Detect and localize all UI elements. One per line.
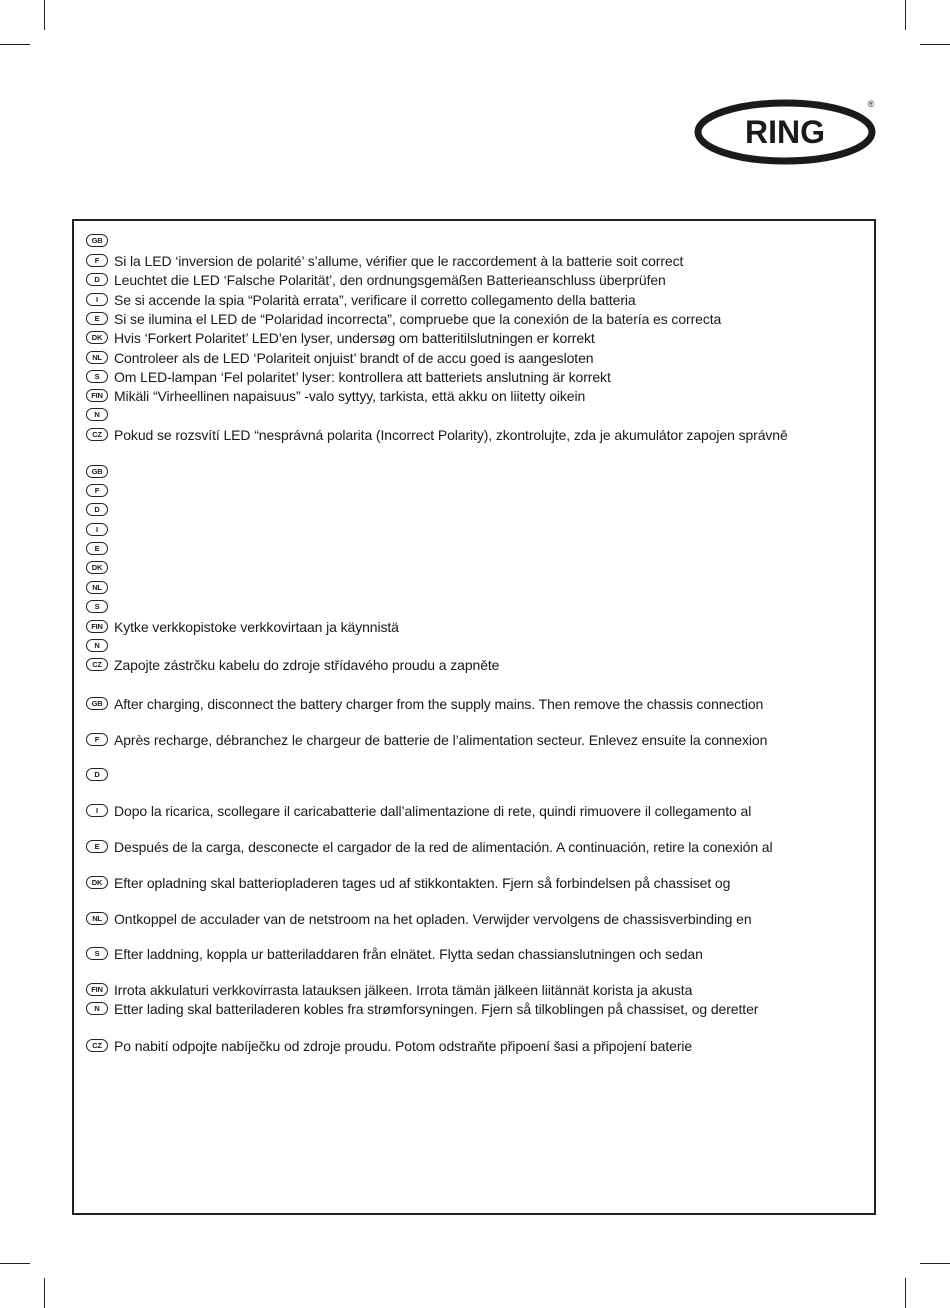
lang-badge-s: S: [86, 947, 108, 960]
lang-badge-e: E: [86, 840, 108, 853]
line-i: [86, 520, 114, 539]
lang-badge-d: D: [86, 503, 108, 516]
line-dk: [86, 873, 730, 892]
line-fin: [86, 980, 692, 999]
lang-badge-gb: GB: [86, 697, 108, 710]
lang-badge-gb: GB: [86, 234, 108, 247]
line-text: Leuchtet die LED ‘Falsche Polarität’, den ordnungsgemäßen Batterieanschluss überprüfen: [114, 271, 666, 288]
line-i: [86, 801, 751, 820]
lang-badge-nl: NL: [86, 581, 108, 594]
line-e: [86, 309, 721, 328]
line-e: [86, 539, 114, 558]
lang-badge-fin: FIN: [86, 389, 108, 402]
line-e: [86, 837, 773, 856]
line-cz: [86, 1036, 692, 1055]
line-f: [86, 730, 767, 749]
lang-badge-e: E: [86, 312, 108, 325]
line-fin: [86, 386, 585, 405]
lang-badge-fin: FIN: [86, 983, 108, 996]
lang-badge-s: S: [86, 370, 108, 383]
lang-badge-cz: CZ: [86, 1039, 108, 1052]
line-text: Etter lading skal batteriladeren kobles fra strømforsyningen. Fjern så tilkoblingen på chassiset, og deretter: [114, 1000, 759, 1017]
line-dk: [86, 558, 114, 577]
line-d: [86, 270, 666, 289]
line-s: [86, 597, 114, 616]
line-text: Efter opladning skal batteriopladeren tages ud af stikkontakten. Fjern så forbindelsen på chassiset og: [114, 874, 731, 891]
lang-badge-nl: NL: [86, 351, 108, 364]
line-gb: [86, 231, 114, 250]
lang-badge-i: I: [86, 804, 108, 817]
lang-badge-dk: DK: [86, 331, 108, 344]
lang-badge-nl: NL: [86, 912, 108, 925]
line-text: Hvis ‘Forkert Polaritet’ LED’en lyser, undersøg om batteritilslutningen er korrekt: [114, 329, 595, 346]
line-text: Si la LED ‘inversion de polarité’ s’allume, vérifier que le raccordement à la batterie soit correct: [114, 252, 684, 269]
crop-mark: [920, 44, 950, 45]
line-gb: [86, 694, 763, 713]
crop-mark: [44, 1278, 45, 1308]
line-fin: [86, 617, 399, 636]
line-text: Po nabití odpojte nabíječku od zdroje proudu. Potom odstraňte připoení šasi a připojení baterie: [114, 1037, 693, 1054]
lang-badge-i: I: [86, 523, 108, 536]
crop-mark: [44, 0, 45, 30]
line-s: [86, 367, 611, 386]
crop-mark: [905, 1278, 906, 1308]
line-f: [86, 481, 114, 500]
lang-badge-n: N: [86, 1002, 108, 1015]
lang-badge-cz: CZ: [86, 428, 108, 441]
line-n: [86, 636, 114, 655]
crop-mark: [905, 0, 906, 30]
lang-badge-n: N: [86, 408, 108, 421]
lang-badge-dk: DK: [86, 876, 108, 889]
lang-badge-f: F: [86, 254, 108, 267]
lang-badge-s: S: [86, 600, 108, 613]
line-i: [86, 290, 636, 309]
line-text: Si se ilumina el LED de “Polaridad incorrecta”, compruebe que la conexión de la batería es correcta: [114, 310, 722, 327]
lang-badge-i: I: [86, 293, 108, 306]
line-text: Dopo la ricarica, scollegare il caricabatterie dall’alimentazione di rete, quindi rimuovere il collegamento al: [114, 802, 752, 819]
crop-mark: [920, 1263, 950, 1264]
lang-badge-dk: DK: [86, 561, 108, 574]
line-text: Après recharge, débranchez le chargeur de batterie de l’alimentation secteur. Enlevez ensuite la connexion: [114, 731, 768, 748]
line-text: Ontkoppel de acculader van de netstroom na het opladen. Verwijder vervolgens de chassisverbinding en: [114, 910, 752, 927]
line-n: [86, 999, 758, 1018]
line-text: Efter laddning, koppla ur batteriladdaren från elnätet. Flytta sedan chassianslutningen och sedan: [114, 945, 703, 962]
logo-wordmark: RING: [745, 114, 825, 150]
lang-badge-n: N: [86, 639, 108, 652]
line-s: [86, 944, 703, 963]
lang-badge-fin: FIN: [86, 620, 108, 633]
crop-mark: [0, 44, 30, 45]
lang-badge-f: F: [86, 484, 108, 497]
ring-logo: [694, 95, 880, 165]
line-f: [86, 251, 683, 270]
lang-badge-f: F: [86, 733, 108, 746]
lang-badge-d: D: [86, 768, 108, 781]
lang-badge-e: E: [86, 542, 108, 555]
line-dk: [86, 328, 595, 347]
line-text: Controleer als de LED ‘Polariteit onjuist’ brandt of de accu goed is aangesloten: [114, 349, 594, 366]
line-nl: [86, 909, 752, 928]
registered-mark: ®: [867, 99, 875, 109]
line-text: Pokud se rozsvítí LED “nesprávná polarita (Incorrect Polarity), zkontrolujte, zda je akumulátor zapojen správně: [114, 426, 788, 443]
line-text: Se si accende la spia “Polarità errata”, verificare il corretto collegamento della batteria: [114, 291, 636, 308]
line-text: Kytke verkkopistoke verkkovirtaan ja käynnistä: [114, 618, 399, 635]
lang-badge-cz: CZ: [86, 658, 108, 671]
line-text: Om LED-lampan ‘Fel polaritet’ lyser: kontrollera att batteriets anslutning är korrekt: [114, 368, 611, 385]
line-d: [86, 500, 114, 519]
line-text: Zapojte zástrčku kabelu do zdroje střídavého proudu a zapněte: [114, 656, 500, 673]
lang-badge-gb: GB: [86, 465, 108, 478]
line-nl: [86, 348, 593, 367]
line-d: [86, 765, 114, 784]
line-cz: [86, 425, 788, 444]
line-text: Mikäli “Virheellinen napaisuus” -valo syttyy, tarkista, että akku on liitetty oikein: [114, 387, 586, 404]
crop-mark: [0, 1263, 30, 1264]
line-nl: [86, 578, 114, 597]
line-text: Después de la carga, desconecte el cargador de la red de alimentación. A continuación, retire la conexión al: [114, 838, 773, 855]
line-n: [86, 405, 114, 424]
line-cz: [86, 655, 499, 674]
line-text: Irrota akkulaturi verkkovirrasta latauksen jälkeen. Irrota tämän jälkeen liitännät korista ja akusta: [114, 981, 693, 998]
line-text: After charging, disconnect the battery charger from the supply mains. Then remove the chassis connection: [114, 695, 764, 712]
lang-badge-d: D: [86, 273, 108, 286]
line-gb: [86, 462, 114, 481]
